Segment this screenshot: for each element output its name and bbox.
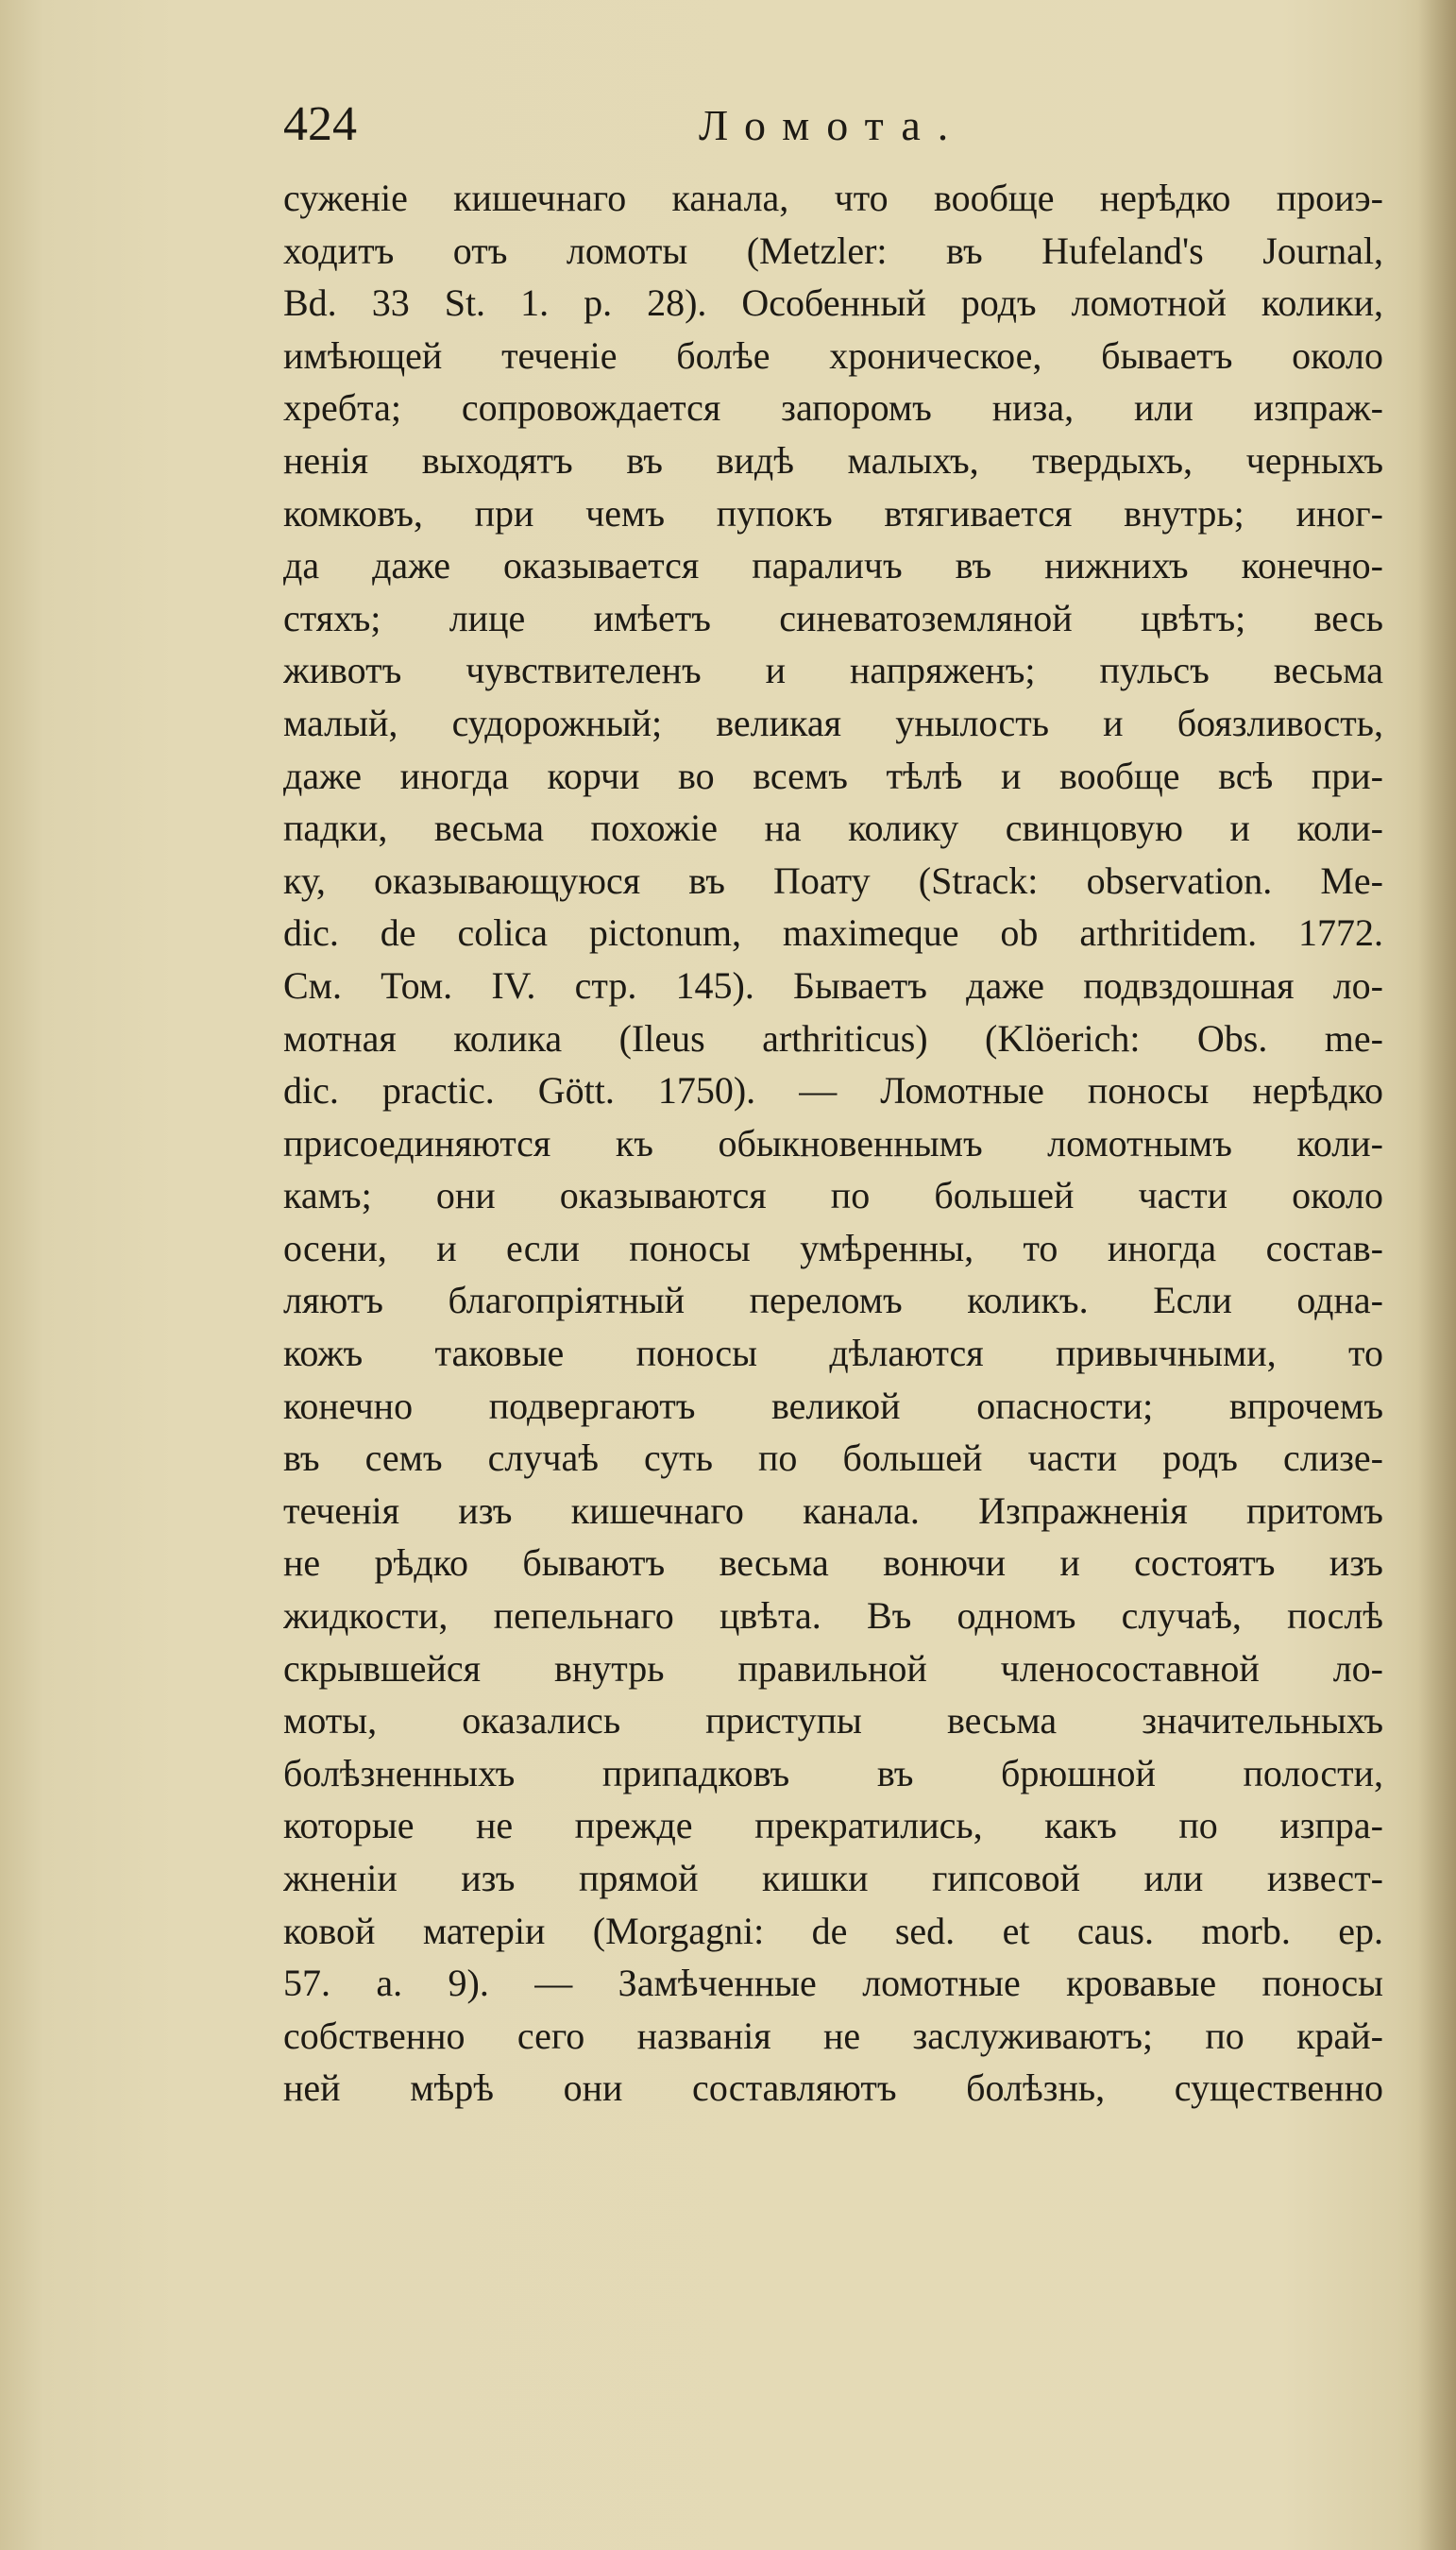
text-line: 57. a. 9). — Замѣченные ломотные кровавые поносы — [283, 1962, 1383, 2005]
text-line: даже иногда корчи во всемъ тѣлѣ и вообще всѣ при- — [283, 754, 1383, 797]
text-line: падки, весьма похожіе на колику свинцовую и коли- — [283, 807, 1383, 850]
text-line: въ семъ случаѣ суть по большей части родъ слизе- — [283, 1436, 1383, 1480]
text-line: собственно сего названія не заслуживаютъ; по край- — [283, 2014, 1383, 2057]
text-line: болѣзненныхъ припадковъ въ брюшной полости, — [283, 1751, 1383, 1794]
page-header — [283, 87, 1397, 172]
text-line: ходитъ отъ ломоты (Metzler: въ Hufeland's Journal, — [283, 229, 1383, 272]
text-line: скрывшейся внутрь правильной членосоставной ло- — [283, 1646, 1383, 1690]
text-line: жненіи изъ прямой кишки гипсовой или извест- — [283, 1857, 1383, 1899]
page-number: 424 — [283, 97, 357, 151]
text-line: хребта; сопровождается запоромъ низа, или изпраж- — [283, 386, 1383, 430]
text-line: да даже оказывается параличъ въ нижнихъ конечно- — [283, 544, 1383, 587]
text-line: ляютъ благопріятный переломъ коликъ. Если одна- — [283, 1279, 1383, 1322]
text-line: осени, и если поносы умѣренны, то иногда состав- — [283, 1226, 1383, 1269]
text-line: dic. practic. Gött. 1750). — Ломотные поносы нерѣдко — [283, 1069, 1383, 1113]
text-line: См. Том. IV. стр. 145). Бываетъ даже подвздошная ло- — [283, 963, 1383, 1007]
text-line: теченія изъ кишечнаго канала. Изпражненія притомъ — [283, 1488, 1383, 1532]
running-title: Ломота. — [699, 101, 966, 149]
text-line: присоединяются къ обыкновеннымъ ломотнымъ коли- — [283, 1121, 1383, 1164]
text-line: ку, оказывающуюся въ Поату (Strack: observation. Me- — [283, 858, 1383, 902]
body-text — [283, 172, 1383, 2115]
text-line: малый, судорожный; великая унылость и боязливость, — [283, 701, 1383, 744]
text-line: dic. de colica pictonum, maximeque ob arthritidem. 1772. — [283, 911, 1383, 955]
text-line: комковъ, при чемъ пупокъ втягивается внутрь; иног- — [283, 491, 1383, 535]
text-line: которые не прежде прекратились, какъ по изпра- — [283, 1804, 1383, 1847]
text-line: ненія выходятъ въ видѣ малыхъ, твердыхъ, черныхъ — [283, 438, 1383, 482]
text-line: камъ; они оказываются по большей части около — [283, 1174, 1383, 1217]
text-line: Bd. 33 St. 1. p. 28). Особенный родъ ломотной колики, — [283, 281, 1383, 325]
text-line: суженіе кишечнаго канала, что вообще нерѣдко проиэ- — [283, 177, 1383, 219]
text-line: моты, оказались приступы весьма значительныхъ — [283, 1699, 1383, 1742]
text-line: мотная колика (Ileus arthriticus) (Klöerich: Obs. me- — [283, 1016, 1383, 1060]
text-line: кожъ таковые поносы дѣлаются привычными, то — [283, 1332, 1383, 1375]
text-line: ковой матеріи (Morgagni: de sed. et caus. morb. ep. — [283, 1909, 1383, 1952]
text-line: конечно подвергаютъ великой опасности; впрочемъ — [283, 1384, 1383, 1427]
text-line: имѣющей теченіе болѣе хроническое, бываетъ около — [283, 333, 1383, 377]
text-line: ней мѣрѣ они составляютъ болѣзнь, существенно — [283, 2066, 1383, 2110]
text-line: стяхъ; лице имѣетъ синеватоземляной цвѣтъ; весь — [283, 596, 1383, 639]
page-edge-shadow — [1418, 0, 1456, 2550]
text-line: животъ чувствителенъ и напряженъ; пульсъ весьма — [283, 649, 1383, 692]
text-line: не рѣдко бываютъ весьма вонючи и состоятъ изъ — [283, 1541, 1383, 1585]
text-line: жидкости, пепельнаго цвѣта. Въ одномъ случаѣ, послѣ — [283, 1594, 1383, 1638]
